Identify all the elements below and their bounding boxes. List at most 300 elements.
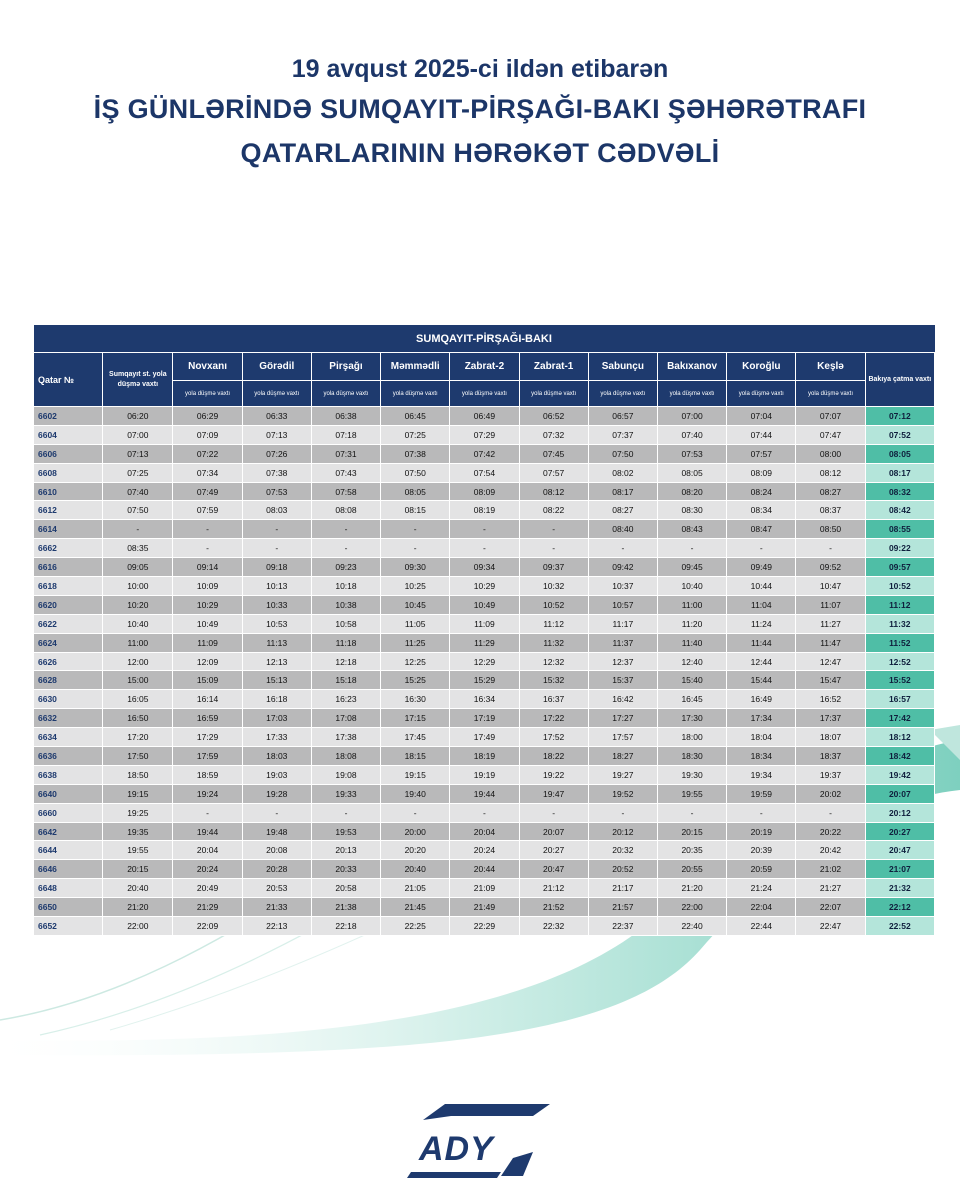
departure-time: 07:13 — [103, 444, 173, 463]
departure-time: 16:23 — [311, 690, 380, 709]
departure-time: 10:29 — [173, 595, 242, 614]
departure-time: 08:15 — [381, 501, 450, 520]
departure-time: 11:47 — [796, 633, 865, 652]
station-header: Pirşağı — [311, 353, 380, 381]
departure-time: 11:18 — [311, 633, 380, 652]
train-number: 6648 — [34, 879, 103, 898]
departure-time: 17:27 — [588, 709, 657, 728]
departure-time: 22:00 — [103, 917, 173, 936]
departure-time: 11:09 — [173, 633, 242, 652]
departure-time: 22:47 — [796, 917, 865, 936]
table-row — [34, 671, 935, 690]
departure-time: 10:29 — [450, 577, 519, 596]
departure-time: 21:38 — [311, 898, 380, 917]
departure-time: 12:09 — [173, 652, 242, 671]
arrival-time: 08:42 — [865, 501, 934, 520]
departure-time: - — [381, 803, 450, 822]
departure-time: 20:19 — [727, 822, 796, 841]
departure-time: 22:07 — [796, 898, 865, 917]
departure-time: - — [381, 520, 450, 539]
departure-time: 09:37 — [519, 558, 588, 577]
departure-time: - — [381, 539, 450, 558]
table-row — [34, 879, 935, 898]
departure-time: 06:20 — [103, 407, 173, 426]
train-number: 6630 — [34, 690, 103, 709]
departure-time: 20:42 — [796, 841, 865, 860]
departure-time: 19:22 — [519, 765, 588, 784]
departure-time: 12:40 — [657, 652, 726, 671]
station-header: Novxanı — [173, 353, 242, 381]
departure-time: - — [588, 803, 657, 822]
ady-logo — [405, 1100, 555, 1180]
table-row — [34, 860, 935, 879]
departure-time: 10:37 — [588, 577, 657, 596]
departure-time: 15:32 — [519, 671, 588, 690]
departure-time: 18:04 — [727, 728, 796, 747]
departure-time: 12:44 — [727, 652, 796, 671]
arrival-time: 11:52 — [865, 633, 934, 652]
departure-time: 08:00 — [796, 444, 865, 463]
departure-time: 08:27 — [588, 501, 657, 520]
departure-time: 17:34 — [727, 709, 796, 728]
departure-time: 08:17 — [588, 482, 657, 501]
departure-time: 17:33 — [242, 728, 311, 747]
departure-time: 17:59 — [173, 747, 242, 766]
arrival-time: 08:55 — [865, 520, 934, 539]
departure-time: 17:49 — [450, 728, 519, 747]
departure-time: 08:50 — [796, 520, 865, 539]
departure-time: 07:53 — [242, 482, 311, 501]
departure-time: 16:42 — [588, 690, 657, 709]
departure-time: 19:40 — [381, 784, 450, 803]
departure-time: 07:47 — [796, 425, 865, 444]
departure-time: 21:12 — [519, 879, 588, 898]
departure-time: 19:55 — [103, 841, 173, 860]
arrival-time: 09:22 — [865, 539, 934, 558]
departure-time: 17:30 — [657, 709, 726, 728]
departure-time: 18:27 — [588, 747, 657, 766]
station-header: Bakıxanov — [657, 353, 726, 381]
departure-time: 16:45 — [657, 690, 726, 709]
departure-time: 19:44 — [173, 822, 242, 841]
departure-time: 20:33 — [311, 860, 380, 879]
departure-time: 07:45 — [519, 444, 588, 463]
train-number: 6662 — [34, 539, 103, 558]
departure-time: 10:09 — [173, 577, 242, 596]
departure-time: 07:44 — [727, 425, 796, 444]
departure-time: 20:12 — [588, 822, 657, 841]
departure-time: 17:22 — [519, 709, 588, 728]
departure-time: 19:59 — [727, 784, 796, 803]
departure-time: - — [796, 803, 865, 822]
train-number: 6634 — [34, 728, 103, 747]
departure-time: - — [727, 803, 796, 822]
departure-time: 20:58 — [311, 879, 380, 898]
train-number: 6626 — [34, 652, 103, 671]
train-number: 6622 — [34, 614, 103, 633]
departure-time: 20:52 — [588, 860, 657, 879]
departure-time: 17:50 — [103, 747, 173, 766]
route-title: SUMQAYIT-PİRŞAĞI-BAKI — [34, 325, 935, 353]
table-row — [34, 747, 935, 766]
departure-time: 18:22 — [519, 747, 588, 766]
departure-time: 20:24 — [173, 860, 242, 879]
departure-time: 18:19 — [450, 747, 519, 766]
train-number: 6652 — [34, 917, 103, 936]
departure-time: 08:35 — [103, 539, 173, 558]
departure-time: 10:52 — [519, 595, 588, 614]
departure-time: 07:50 — [381, 463, 450, 482]
departure-time: 18:07 — [796, 728, 865, 747]
arrival-time: 20:07 — [865, 784, 934, 803]
departure-time: 21:20 — [657, 879, 726, 898]
timetable — [33, 325, 935, 936]
departure-time: 19:24 — [173, 784, 242, 803]
departure-time: - — [727, 539, 796, 558]
departure-time: 17:29 — [173, 728, 242, 747]
departure-time: 10:40 — [103, 614, 173, 633]
departure-time: - — [450, 539, 519, 558]
departure-time: 20:00 — [381, 822, 450, 841]
departure-time: 20:07 — [519, 822, 588, 841]
departure-time: 10:18 — [311, 577, 380, 596]
arrival-time: 08:05 — [865, 444, 934, 463]
arrival-time: 07:12 — [865, 407, 934, 426]
departure-time: 20:39 — [727, 841, 796, 860]
departure-time: 08:27 — [796, 482, 865, 501]
departure-time: 12:29 — [450, 652, 519, 671]
departure-time: 07:07 — [796, 407, 865, 426]
train-number: 6628 — [34, 671, 103, 690]
departure-time: 20:53 — [242, 879, 311, 898]
departure-time: 20:32 — [588, 841, 657, 860]
table-row — [34, 444, 935, 463]
departure-time: 18:50 — [103, 765, 173, 784]
departure-time: 16:30 — [381, 690, 450, 709]
departure-time: 11:24 — [727, 614, 796, 633]
table-row — [34, 822, 935, 841]
departure-time: 10:45 — [381, 595, 450, 614]
departure-time: 09:34 — [450, 558, 519, 577]
train-number: 6618 — [34, 577, 103, 596]
departure-time: 22:00 — [657, 898, 726, 917]
departure-time: 06:33 — [242, 407, 311, 426]
departure-time: 09:23 — [311, 558, 380, 577]
page-header — [0, 52, 960, 172]
departure-time: 07:50 — [103, 501, 173, 520]
table-row — [34, 539, 935, 558]
departure-time: 07:26 — [242, 444, 311, 463]
train-number: 6642 — [34, 822, 103, 841]
departure-subheader: yola düşmə vaxtı — [796, 381, 865, 407]
departure-time: 17:20 — [103, 728, 173, 747]
departure-subheader: yola düşmə vaxtı — [242, 381, 311, 407]
departure-time: 15:09 — [173, 671, 242, 690]
departure-time: 11:40 — [657, 633, 726, 652]
departure-time: 08:03 — [242, 501, 311, 520]
departure-time: - — [311, 539, 380, 558]
departure-time: 19:08 — [311, 765, 380, 784]
departure-time: 17:45 — [381, 728, 450, 747]
departure-time: 12:13 — [242, 652, 311, 671]
departure-time: 11:32 — [519, 633, 588, 652]
schedule-subtitle: QATARLARININ HƏRƏKƏT CƏDVƏLİ — [240, 138, 720, 168]
departure-time: 11:12 — [519, 614, 588, 633]
table-row — [34, 784, 935, 803]
departure-time: 21:49 — [450, 898, 519, 917]
departure-time: 20:02 — [796, 784, 865, 803]
departure-time: 16:37 — [519, 690, 588, 709]
departure-time: 12:00 — [103, 652, 173, 671]
departure-time: 06:29 — [173, 407, 242, 426]
station-header: Zabrat-1 — [519, 353, 588, 381]
departure-time: - — [173, 520, 242, 539]
departure-time: 08:37 — [796, 501, 865, 520]
table-row — [34, 425, 935, 444]
departure-time: 18:03 — [242, 747, 311, 766]
arrival-time: 12:52 — [865, 652, 934, 671]
departure-time: 21:24 — [727, 879, 796, 898]
departure-time: 09:45 — [657, 558, 726, 577]
departure-time: 20:44 — [450, 860, 519, 879]
arrival-time: 17:42 — [865, 709, 934, 728]
departure-time: 07:13 — [242, 425, 311, 444]
departure-time: 20:35 — [657, 841, 726, 860]
departure-time: 07:25 — [381, 425, 450, 444]
departure-time: 15:44 — [727, 671, 796, 690]
departure-time: 21:05 — [381, 879, 450, 898]
departure-time: 20:08 — [242, 841, 311, 860]
departure-time: 10:38 — [311, 595, 380, 614]
departure-time: 10:25 — [381, 577, 450, 596]
departure-subheader: yola düşmə vaxtı — [519, 381, 588, 407]
departure-time: 12:25 — [381, 652, 450, 671]
departure-time: 22:32 — [519, 917, 588, 936]
departure-time: 09:18 — [242, 558, 311, 577]
departure-time: 21:57 — [588, 898, 657, 917]
train-number: 6650 — [34, 898, 103, 917]
departure-time: 20:40 — [381, 860, 450, 879]
departure-time: 20:40 — [103, 879, 173, 898]
train-number: 6606 — [34, 444, 103, 463]
departure-time: 08:30 — [657, 501, 726, 520]
departure-time: 19:15 — [381, 765, 450, 784]
departure-time: 07:54 — [450, 463, 519, 482]
arrival-time: 15:52 — [865, 671, 934, 690]
departure-time: 19:27 — [588, 765, 657, 784]
departure-time: 07:00 — [103, 425, 173, 444]
departure-time: - — [242, 539, 311, 558]
table-row — [34, 841, 935, 860]
departure-time: 15:18 — [311, 671, 380, 690]
arrival-time: 21:07 — [865, 860, 934, 879]
departure-time: 22:13 — [242, 917, 311, 936]
table-row — [34, 728, 935, 747]
effective-date: 19 avqust 2025-ci ildən etibarən — [291, 55, 669, 83]
departure-time: 18:59 — [173, 765, 242, 784]
departure-subheader: yola düşmə vaxtı — [727, 381, 796, 407]
table-row — [34, 633, 935, 652]
arrival-time: 20:12 — [865, 803, 934, 822]
departure-time: 08:24 — [727, 482, 796, 501]
table-row — [34, 520, 935, 539]
departure-time: 18:37 — [796, 747, 865, 766]
departure-time: 21:27 — [796, 879, 865, 898]
departure-time: - — [588, 539, 657, 558]
departure-subheader: yola düşmə vaxtı — [381, 381, 450, 407]
departure-time: 08:40 — [588, 520, 657, 539]
departure-time: 09:14 — [173, 558, 242, 577]
arrival-time: 22:12 — [865, 898, 934, 917]
departure-time: 21:20 — [103, 898, 173, 917]
departure-time: 07:49 — [173, 482, 242, 501]
arrival-time: 08:32 — [865, 482, 934, 501]
departure-time: 08:12 — [796, 463, 865, 482]
departure-time: 18:34 — [727, 747, 796, 766]
departure-time: 16:14 — [173, 690, 242, 709]
departure-time: 19:30 — [657, 765, 726, 784]
departure-time: 08:05 — [657, 463, 726, 482]
departure-time: - — [657, 539, 726, 558]
departure-time: 22:18 — [311, 917, 380, 936]
arrival-time: 21:32 — [865, 879, 934, 898]
departure-time: 20:59 — [727, 860, 796, 879]
departure-time: - — [519, 520, 588, 539]
departure-time: 22:37 — [588, 917, 657, 936]
departure-subheader: yola düşmə vaxtı — [450, 381, 519, 407]
train-number: 6640 — [34, 784, 103, 803]
departure-subheader: yola düşmə vaxtı — [311, 381, 380, 407]
train-number: 6620 — [34, 595, 103, 614]
departure-time: 08:12 — [519, 482, 588, 501]
station-header: Zabrat-2 — [450, 353, 519, 381]
departure-time: 16:50 — [103, 709, 173, 728]
departure-time: 11:37 — [588, 633, 657, 652]
departure-time: 12:32 — [519, 652, 588, 671]
departure-time: 11:27 — [796, 614, 865, 633]
departure-time: 07:18 — [311, 425, 380, 444]
departure-time: 10:20 — [103, 595, 173, 614]
logo-text: ADY — [419, 1130, 494, 1168]
arrival-time: 20:27 — [865, 822, 934, 841]
departure-time: 08:47 — [727, 520, 796, 539]
departure-time: 10:40 — [657, 577, 726, 596]
departure-time: 17:08 — [311, 709, 380, 728]
departure-time: 22:25 — [381, 917, 450, 936]
departure-time: 19:55 — [657, 784, 726, 803]
departure-time: 07:40 — [103, 482, 173, 501]
departure-time: - — [450, 803, 519, 822]
departure-time: 18:30 — [657, 747, 726, 766]
departure-time: 16:52 — [796, 690, 865, 709]
arrival-time: 09:57 — [865, 558, 934, 577]
departure-time: 19:35 — [103, 822, 173, 841]
departure-time: 16:18 — [242, 690, 311, 709]
table-row — [34, 501, 935, 520]
departure-time: 19:03 — [242, 765, 311, 784]
departure-subheader: yola düşmə vaxtı — [173, 381, 242, 407]
departure-time: 19:44 — [450, 784, 519, 803]
arrival-time: 16:57 — [865, 690, 934, 709]
train-number: 6608 — [34, 463, 103, 482]
train-number: 6614 — [34, 520, 103, 539]
departure-time: 19:34 — [727, 765, 796, 784]
departure-time: - — [173, 539, 242, 558]
departure-time: 19:37 — [796, 765, 865, 784]
departure-time: 22:09 — [173, 917, 242, 936]
departure-time: 21:52 — [519, 898, 588, 917]
departure-time: 11:05 — [381, 614, 450, 633]
departure-time: 11:25 — [381, 633, 450, 652]
departure-time: - — [657, 803, 726, 822]
departure-time: 19:28 — [242, 784, 311, 803]
departure-time: 11:04 — [727, 595, 796, 614]
departure-time: 22:29 — [450, 917, 519, 936]
train-number: 6660 — [34, 803, 103, 822]
departure-time: 07:31 — [311, 444, 380, 463]
departure-time: 08:22 — [519, 501, 588, 520]
departure-time: 09:52 — [796, 558, 865, 577]
table-row — [34, 690, 935, 709]
departure-time: 09:42 — [588, 558, 657, 577]
departure-time: - — [242, 803, 311, 822]
departure-time: 09:05 — [103, 558, 173, 577]
departure-time: - — [103, 520, 173, 539]
departure-time: 22:40 — [657, 917, 726, 936]
departure-time: - — [450, 520, 519, 539]
departure-time: 11:07 — [796, 595, 865, 614]
departure-time: 21:33 — [242, 898, 311, 917]
origin-departure-header: Sumqayıt st. yola düşmə vaxtı — [103, 353, 173, 407]
arrival-time: 18:42 — [865, 747, 934, 766]
train-number: 6638 — [34, 765, 103, 784]
departure-time: 10:47 — [796, 577, 865, 596]
station-header: Görədil — [242, 353, 311, 381]
departure-time: 11:00 — [103, 633, 173, 652]
departure-time: 10:53 — [242, 614, 311, 633]
departure-time: 20:28 — [242, 860, 311, 879]
departure-time: 06:38 — [311, 407, 380, 426]
departure-time: 17:19 — [450, 709, 519, 728]
table-row — [34, 595, 935, 614]
departure-time: 10:33 — [242, 595, 311, 614]
departure-time: 21:09 — [450, 879, 519, 898]
departure-time: 07:04 — [727, 407, 796, 426]
departure-time: 06:57 — [588, 407, 657, 426]
departure-time: 07:00 — [657, 407, 726, 426]
departure-time: 07:57 — [519, 463, 588, 482]
station-header: Keşlə — [796, 353, 865, 381]
departure-time: 20:24 — [450, 841, 519, 860]
departure-time: 20:27 — [519, 841, 588, 860]
departure-time: - — [311, 803, 380, 822]
departure-time: 16:05 — [103, 690, 173, 709]
departure-time: 08:20 — [657, 482, 726, 501]
table-row — [34, 482, 935, 501]
departure-time: - — [796, 539, 865, 558]
departure-time: 19:52 — [588, 784, 657, 803]
departure-time: 19:53 — [311, 822, 380, 841]
train-number: 6636 — [34, 747, 103, 766]
departure-time: - — [519, 539, 588, 558]
departure-subheader: yola düşmə vaxtı — [657, 381, 726, 407]
table-row — [34, 558, 935, 577]
departure-time: 10:13 — [242, 577, 311, 596]
departure-time: 20:47 — [519, 860, 588, 879]
departure-time: 09:49 — [727, 558, 796, 577]
departure-time: 07:22 — [173, 444, 242, 463]
table-row — [34, 803, 935, 822]
